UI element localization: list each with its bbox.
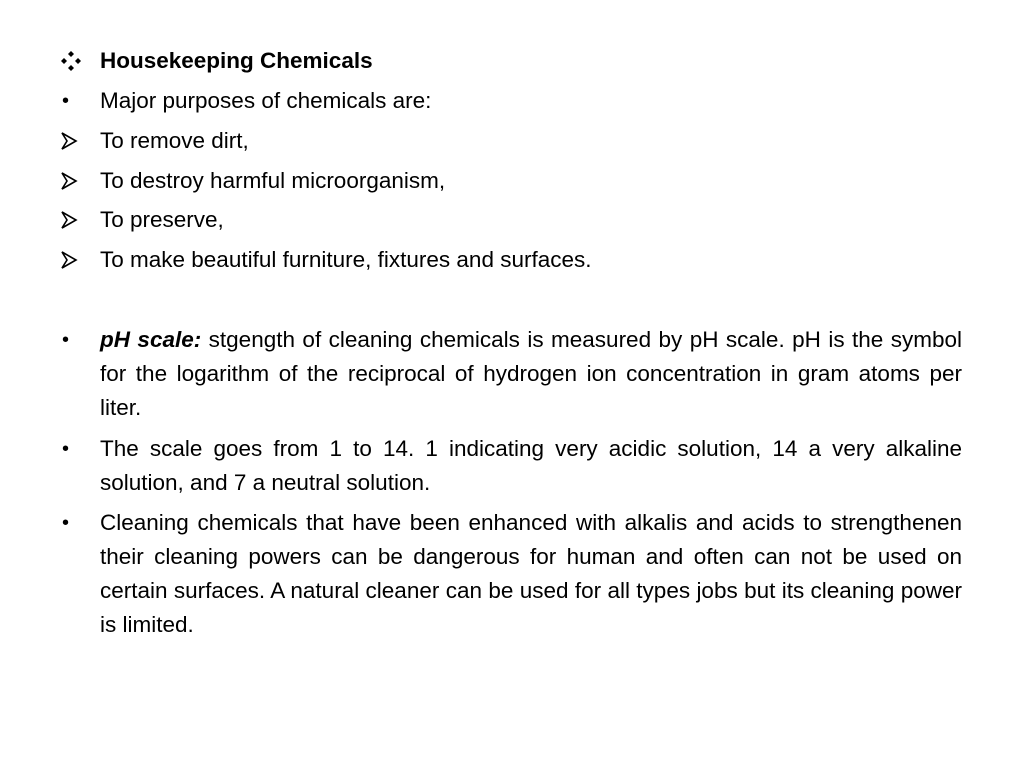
arrowhead-icon: [60, 243, 90, 277]
intro-text: Major purposes of chemicals are:: [100, 88, 432, 113]
cleaners-paragraph: Cleaning chemicals that have been enhanced with alkalis and acids to strengthenen their cleaning powers can be dangerous for human and often can not be used on certain surfaces. A natural cleaner can be used for all types jobs but its cleaning power is limited.: [100, 510, 962, 637]
bullet-dot: •: [62, 329, 70, 351]
scale-paragraph: The scale goes from 1 to 14. 1 indicating very acidic solution, 14 a very alkaline solution, and 7 a neutral solution.: [100, 436, 962, 495]
bullet-dot: •: [62, 438, 70, 460]
arrowhead-icon: [60, 164, 90, 198]
bullet-dot: •: [62, 512, 70, 534]
bullet-dot: •: [62, 90, 70, 112]
ph-paragraph: [100, 323, 962, 425]
ph-paragraph-body: stgength of cleaning chemicals is measured by pH scale. pH is the symbol for the logarithm of the reciprocal of hydrogen ion concentration in gram atoms per liter.: [100, 327, 962, 420]
purpose-text: To destroy harmful microorganism,: [100, 168, 446, 193]
purpose-text: To preserve,: [100, 207, 224, 232]
slide-heading: Housekeeping Chemicals: [100, 48, 373, 73]
diamond-cluster-icon: [60, 44, 90, 78]
ph-paragraph-lead: pH scale:: [100, 327, 202, 352]
arrowhead-icon: [60, 124, 90, 158]
arrowhead-icon: [60, 203, 90, 237]
purpose-text: To make beautiful furniture, fixtures and surfaces.: [100, 247, 592, 272]
purpose-text: To remove dirt,: [100, 128, 249, 153]
